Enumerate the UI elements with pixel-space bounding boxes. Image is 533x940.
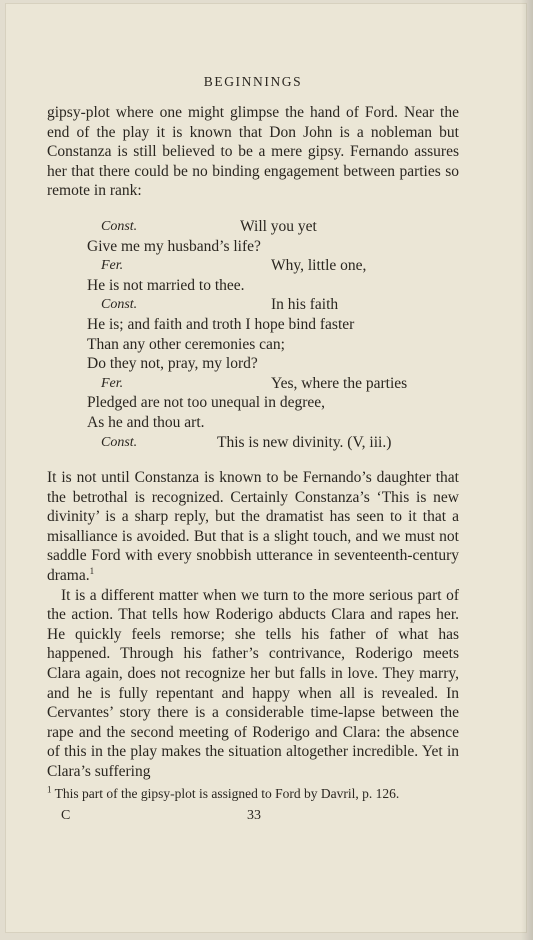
verse-line [47, 315, 459, 335]
verse-line [47, 413, 459, 433]
verse-line [47, 433, 459, 453]
footnote [47, 785, 459, 802]
verse-text: Do they not, pray, my lord? [87, 355, 258, 373]
verse-text: He is not married to thee. [87, 276, 245, 294]
verse-text: He is; and faith and troth I hope bind faster [87, 315, 355, 333]
verse-line [47, 374, 459, 394]
speaker-label: Const. [101, 297, 138, 313]
verse-line [47, 276, 459, 296]
footnote-reference[interactable]: 1 [89, 565, 95, 576]
running-head: BEGINNINGS [203, 74, 303, 89]
speaker-label: Fer. [101, 258, 124, 274]
verse-line [47, 393, 459, 413]
verse-line [47, 295, 459, 315]
verse-text: Will you yet [240, 217, 317, 235]
verse-quotation [47, 217, 459, 452]
page-number: 33 [247, 807, 261, 823]
page-content [47, 74, 459, 828]
speaker-label: Fer. [101, 375, 124, 391]
verse-text: Pledged are not too unequal in degree, [87, 394, 326, 412]
page-footer [47, 806, 459, 828]
verse-line [47, 354, 459, 374]
verse-line [47, 217, 459, 237]
verse-text: Why, little one, [271, 257, 367, 275]
footnote-text: This part of the gipsy-plot is assigned to Ford by Davril, p. 126. [54, 785, 400, 801]
verse-line [47, 256, 459, 276]
paragraph-1: gipsy-plot where one might glimpse the hand of Ford. Near the end of the play it is known that Don John is a nobleman but Constanza is still believed to be a mere gipsy. Fernando assures her that there could be no binding engagement between parties so remote in rank: [47, 104, 459, 200]
verse-text: As he and thou art. [87, 413, 205, 431]
verse-text: Than any other ceremonies can; [87, 335, 285, 353]
footnote-mark: 1 [47, 784, 52, 795]
paragraph-3: It is a different matter when we turn to the more serious part of the action. That tells how Roderigo abducts Clara and rapes her. He quickly feels remorse; she tells his father of what has happened. Through his father’s contrivance, Roderigo meets Clara again, does not recognize her but falls in love. They marry, and he is fully repentant and happy when all is revealed. In Cervantes’ story there is a considerable time-lapse between the rape and the second meeting of Roderigo and Clara: the absence of this in the play makes the situation altogether incredible. Yet in Clara’s suffering [47, 586, 459, 780]
verse-line [47, 237, 459, 257]
paragraph-2 [47, 468, 459, 586]
signature-mark: C [61, 807, 71, 823]
verse-line [47, 335, 459, 355]
page-edge-shadow [521, 0, 533, 940]
verse-text: In his faith [271, 296, 339, 314]
verse-text: Give me my husband’s life? [87, 237, 261, 255]
verse-text: This is new divinity. (V, iii.) [217, 433, 392, 451]
paragraph-2-text: It is not until Constanza is known to be Fernando’s daughter that the betrothal is recognized. Certainly Constanza’s ‘This is new divinity’ is a sharp reply, but the dramatist has seen to it that a misalliance is avoided. But that is a slight touch, and we must not saddle Ford with every snobbish utterance in seventeenth-century drama. [47, 469, 459, 585]
verse-text: Yes, where the parties [271, 374, 408, 392]
speaker-label: Const. [101, 218, 138, 234]
speaker-label: Const. [101, 434, 138, 450]
